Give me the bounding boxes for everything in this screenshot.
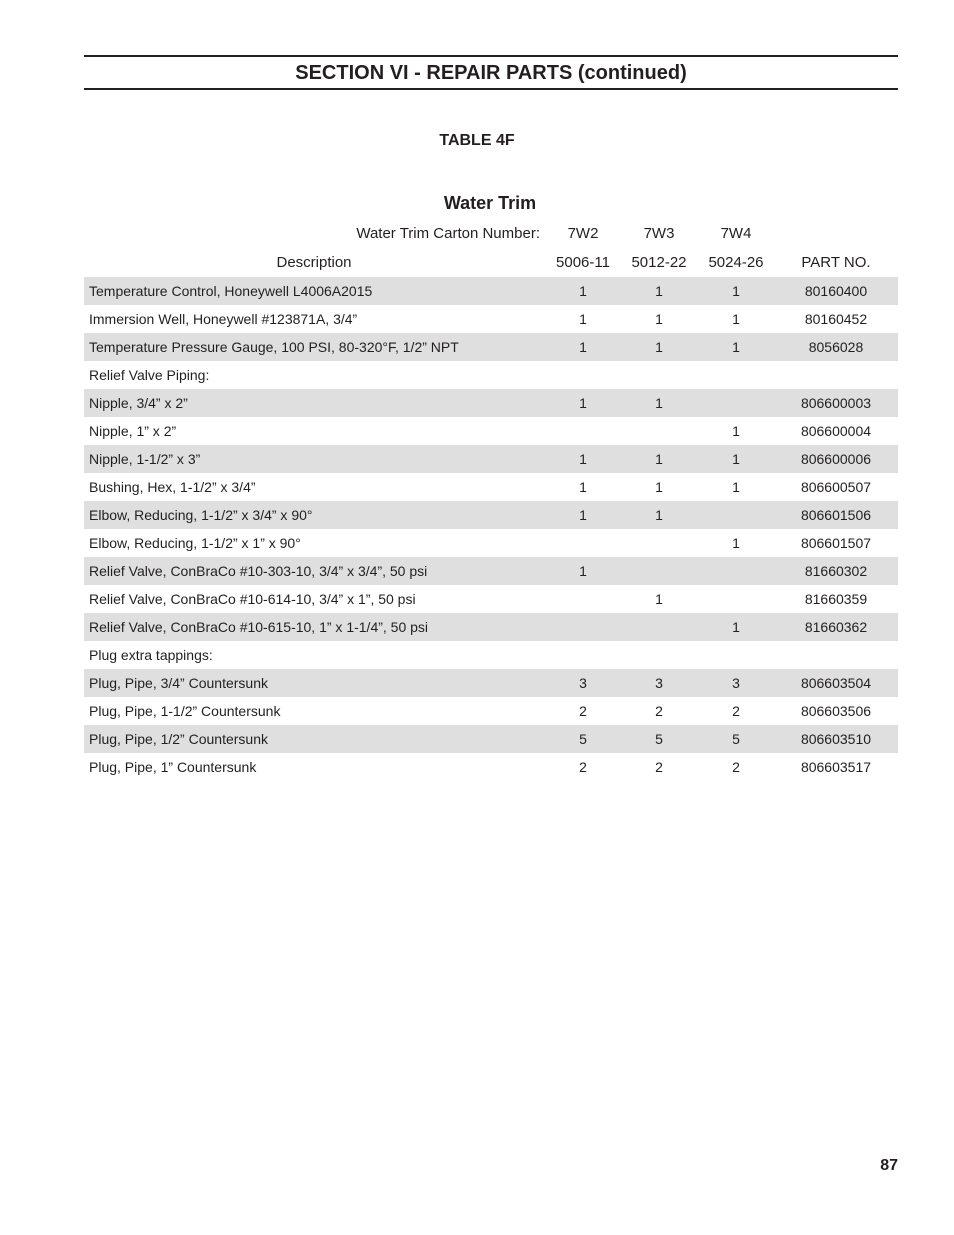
carton-number-7w2: 7W2: [567, 225, 599, 242]
row-qty-7w3: 1: [655, 395, 663, 411]
row-description: Relief Valve, ConBraCo #10-615-10, 1” x 1-1/4”, 50 psi: [89, 619, 429, 635]
row-qty-7w3: 1: [655, 451, 663, 467]
row-qty-7w2: 1: [579, 479, 587, 495]
row-part-no: 80160400: [804, 283, 868, 299]
row-part-no: 806600006: [800, 451, 872, 467]
table-row: [84, 305, 898, 333]
row-description: Elbow, Reducing, 1-1/2” x 1” x 90°: [89, 535, 301, 551]
model-number-5024-26: 5024-26: [708, 254, 764, 271]
page-number: 87: [880, 1157, 898, 1174]
table-row: [84, 557, 898, 585]
row-qty-7w3: 1: [655, 479, 663, 495]
row-qty-7w4: 1: [732, 283, 740, 299]
carton-number-7w4: 7W4: [720, 225, 752, 242]
row-qty-7w4: 1: [732, 311, 740, 327]
table-row: [84, 333, 898, 361]
row-description: Relief Valve, ConBraCo #10-303-10, 3/4” x 3/4”, 50 psi: [89, 563, 428, 579]
table-row: [84, 445, 898, 473]
parts-table: [84, 277, 898, 781]
section-title: SECTION VI - REPAIR PARTS (continued): [295, 62, 687, 84]
row-qty-7w3: 1: [655, 591, 663, 607]
table-row: [84, 277, 898, 305]
table-row: [84, 529, 898, 557]
row-part-no: 81660362: [804, 619, 868, 635]
row-description: Temperature Control, Honeywell L4006A2015: [89, 283, 373, 299]
table-subtitle: Water Trim: [443, 193, 537, 213]
row-qty-7w4: 2: [732, 759, 740, 775]
row-qty-7w4: 1: [732, 451, 740, 467]
row-description: Plug, Pipe, 1” Countersunk: [89, 759, 257, 775]
row-qty-7w4: 3: [732, 675, 740, 691]
row-qty-7w2: 3: [579, 675, 587, 691]
model-number-5012-22: 5012-22: [631, 254, 687, 271]
row-part-no: 806600507: [800, 479, 872, 495]
row-qty-7w4: 5: [732, 731, 740, 747]
part-no-header: PART NO.: [801, 254, 871, 271]
row-qty-7w4: 1: [732, 619, 740, 635]
row-qty-7w2: 2: [579, 759, 587, 775]
section-header: [84, 55, 898, 90]
row-description: Relief Valve, ConBraCo #10-614-10, 3/4” x 1”, 50 psi: [89, 591, 416, 607]
row-part-no: 81660359: [804, 591, 868, 607]
model-number-5006-11: 5006-11: [556, 254, 610, 271]
row-description: Elbow, Reducing, 1-1/2” x 3/4” x 90°: [89, 507, 313, 523]
table-row: [84, 417, 898, 445]
row-qty-7w3: 2: [655, 703, 663, 719]
row-part-no: 806600003: [800, 395, 872, 411]
row-description: Bushing, Hex, 1-1/2” x 3/4”: [89, 479, 256, 495]
row-qty-7w3: 1: [655, 283, 663, 299]
table-row: [84, 725, 898, 753]
row-description: Plug, Pipe, 1-1/2” Countersunk: [89, 703, 281, 719]
table-row: [84, 501, 898, 529]
row-description: Nipple, 1-1/2” x 3”: [89, 451, 201, 467]
row-qty-7w3: 1: [655, 339, 663, 355]
row-part-no: 806601506: [800, 507, 872, 523]
table-label: TABLE 4F: [439, 132, 515, 149]
row-part-no: 806603510: [800, 731, 872, 747]
table-row: [84, 697, 898, 725]
row-qty-7w4: 1: [732, 479, 740, 495]
row-part-no: 806603504: [800, 675, 872, 691]
row-part-no: 806603517: [800, 759, 872, 775]
row-description: Nipple, 3/4” x 2”: [89, 395, 188, 411]
row-description: Plug extra tappings:: [89, 647, 213, 663]
row-qty-7w4: 1: [732, 423, 740, 439]
carton-number-7w3: 7W3: [643, 225, 675, 242]
row-qty-7w2: 1: [579, 563, 587, 579]
table-row: [84, 585, 898, 613]
row-qty-7w2: 1: [579, 451, 587, 467]
row-qty-7w3: 1: [655, 507, 663, 523]
row-description: Nipple, 1” x 2”: [89, 423, 177, 439]
table-row: [84, 389, 898, 417]
row-part-no: 81660302: [804, 563, 868, 579]
row-description: Immersion Well, Honeywell #123871A, 3/4”: [89, 311, 358, 327]
row-description: Plug, Pipe, 1/2” Countersunk: [89, 731, 268, 747]
row-description: Relief Valve Piping:: [89, 367, 210, 383]
row-qty-7w3: 5: [655, 731, 663, 747]
row-description: Temperature Pressure Gauge, 100 PSI, 80-320°F, 1/2” NPT: [89, 339, 459, 355]
row-part-no: 806600004: [800, 423, 872, 439]
row-description: Plug, Pipe, 3/4” Countersunk: [89, 675, 268, 691]
table-row: [84, 473, 898, 501]
table-row: [84, 641, 898, 669]
row-part-no: 806601507: [800, 535, 872, 551]
row-qty-7w4: 2: [732, 703, 740, 719]
carton-number-label: Water Trim Carton Number:: [356, 225, 540, 242]
row-qty-7w2: 1: [579, 507, 587, 523]
row-qty-7w4: 1: [732, 535, 740, 551]
row-qty-7w2: 1: [579, 311, 587, 327]
table-row: [84, 613, 898, 641]
row-qty-7w3: 1: [655, 311, 663, 327]
table-row: [84, 361, 898, 389]
description-header: Description: [276, 254, 352, 271]
row-qty-7w2: 1: [579, 283, 587, 299]
row-part-no: 80160452: [804, 311, 868, 327]
row-qty-7w2: 1: [579, 395, 587, 411]
row-qty-7w3: 3: [655, 675, 663, 691]
table-row: [84, 669, 898, 697]
row-qty-7w2: 1: [579, 339, 587, 355]
row-qty-7w4: 1: [732, 339, 740, 355]
row-qty-7w2: 5: [579, 731, 587, 747]
row-qty-7w3: 2: [655, 759, 663, 775]
row-qty-7w2: 2: [579, 703, 587, 719]
row-part-no: 8056028: [808, 339, 864, 355]
row-part-no: 806603506: [800, 703, 872, 719]
table-row: [84, 753, 898, 781]
